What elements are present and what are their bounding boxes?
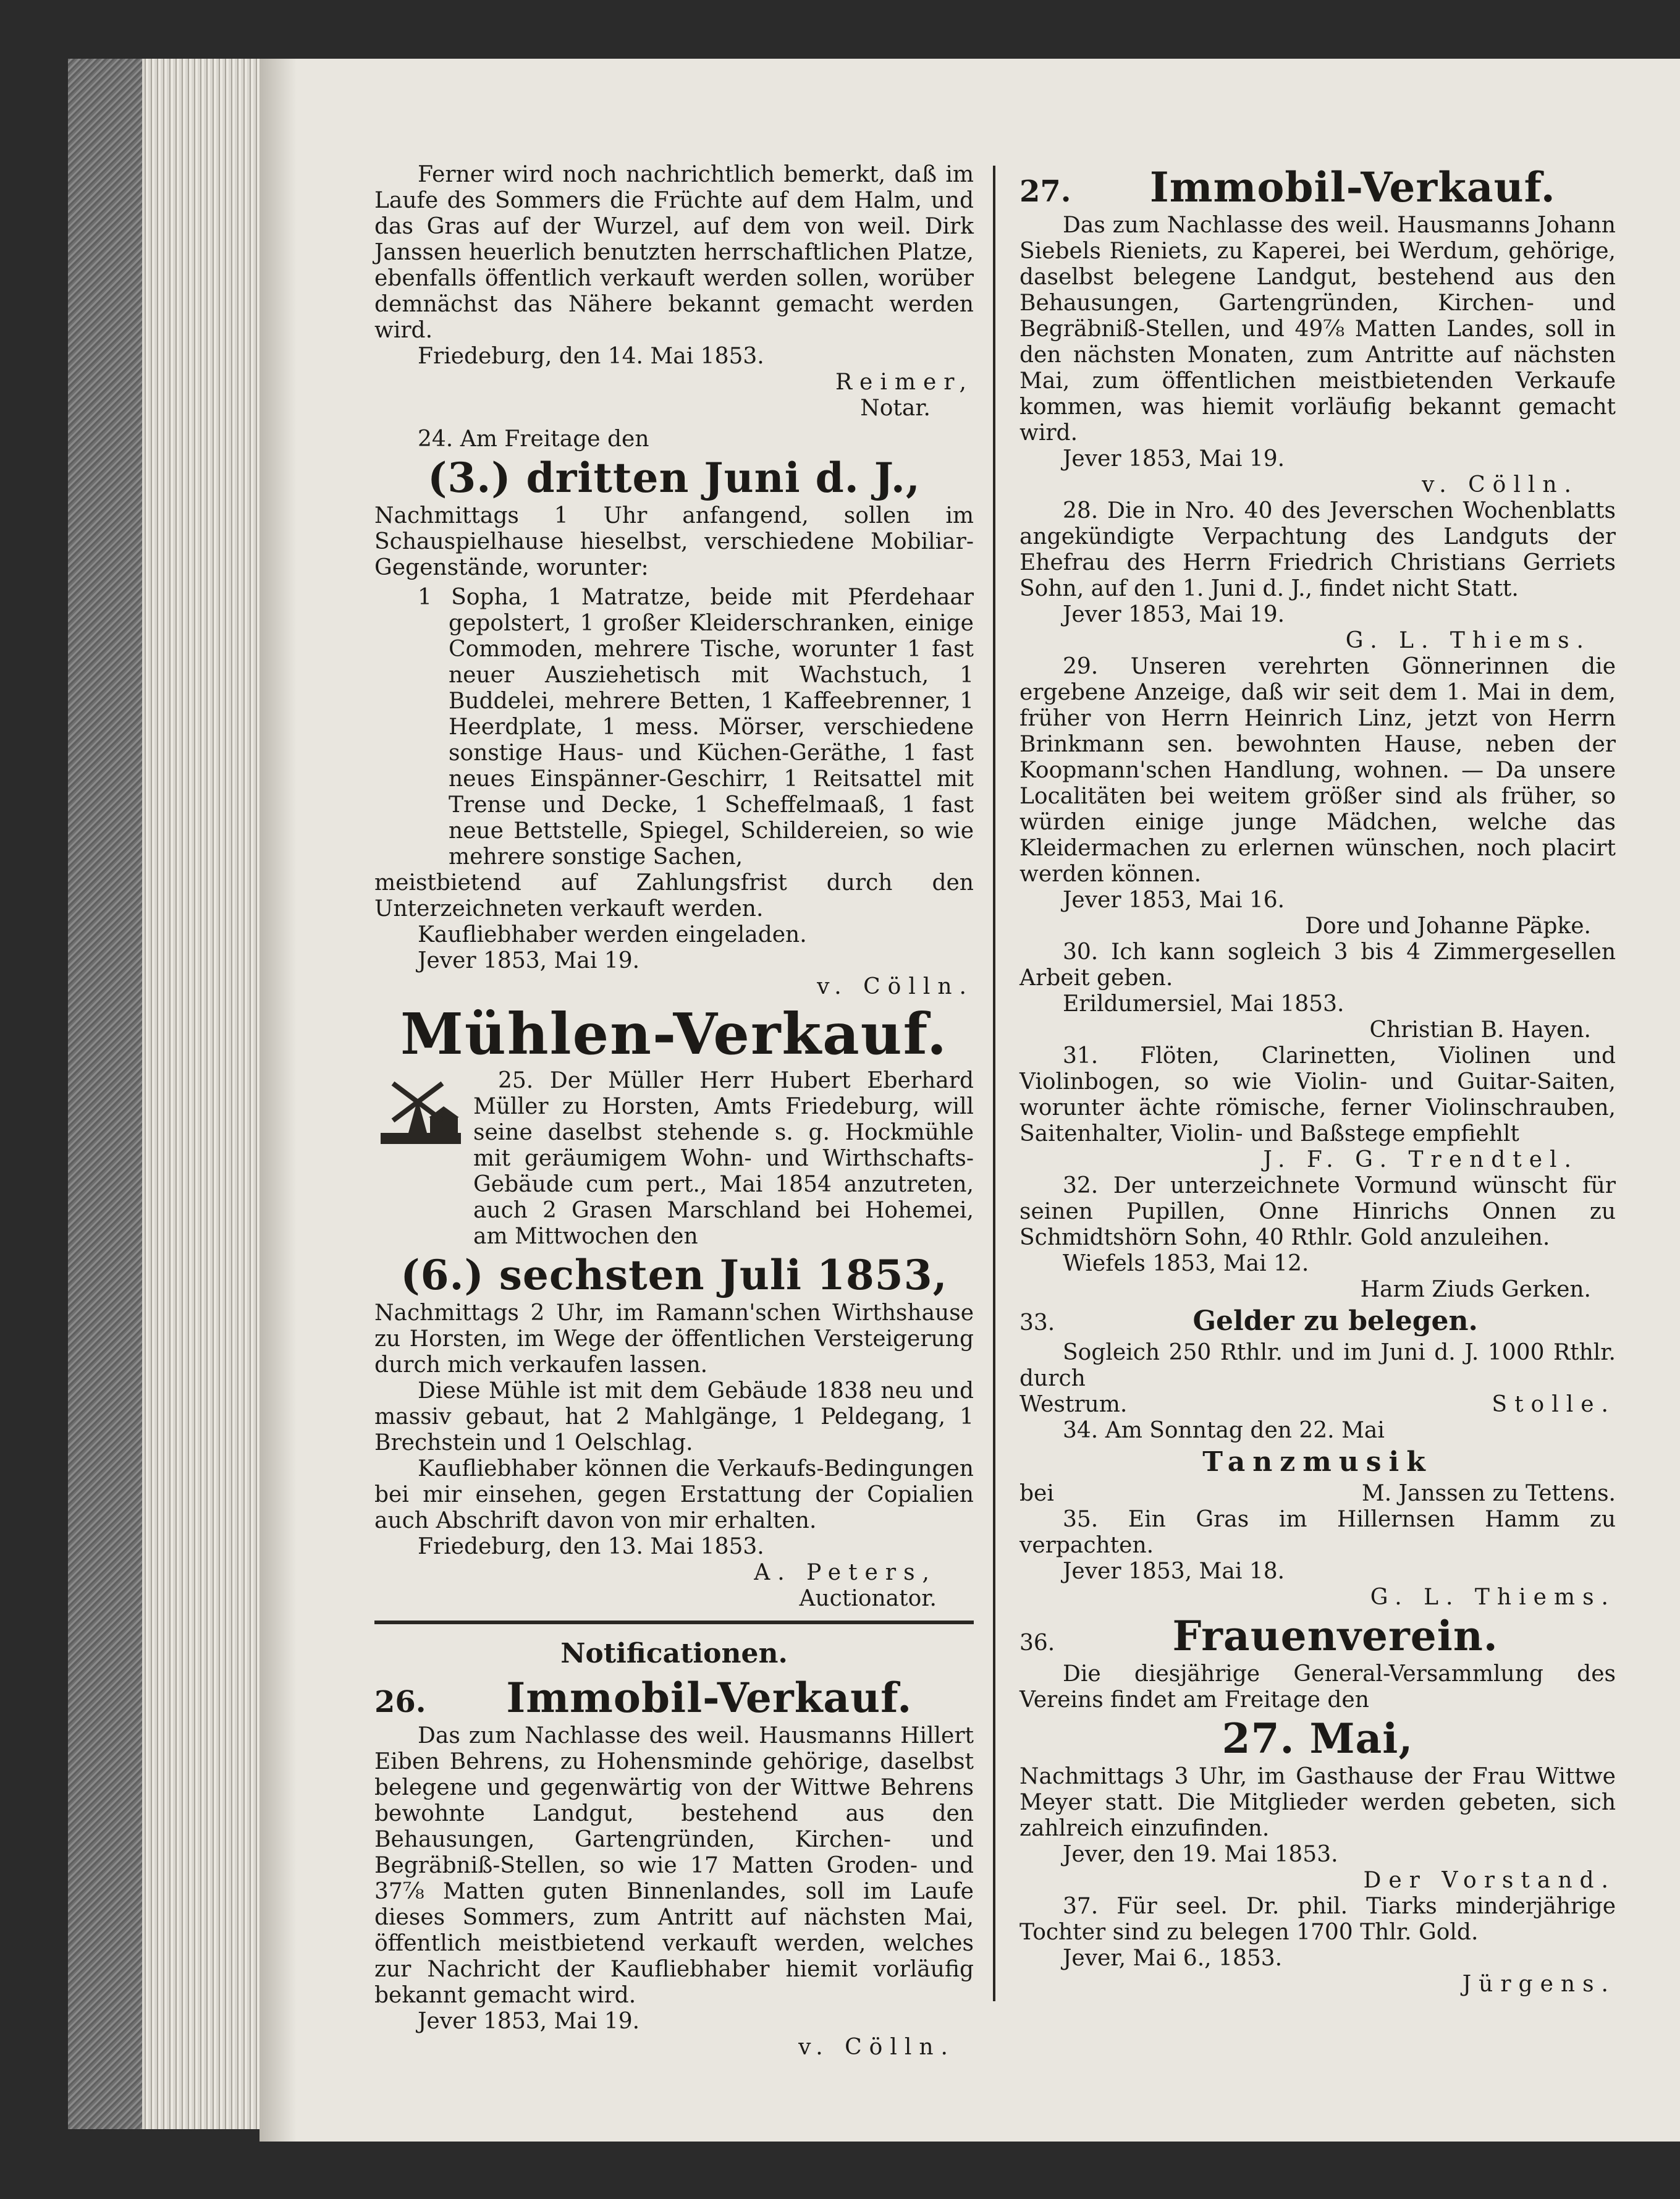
signature: M. Janssen zu Tettens. xyxy=(1361,1481,1616,1506)
notice-text: Kaufliebhaber können die Verkaufs-Bedingungen bei mir einsehen, gegen Erstattung der Copialien auch Abschrift davon von mir erhalten. xyxy=(374,1456,974,1533)
notice-title: Tanzmusik xyxy=(1202,1446,1433,1478)
notice-text: meistbietend auf Zahlungsfrist durch den Unterzeichneten verkauft werden. xyxy=(374,870,974,922)
notice-text: Die diesjährige General-Versammlung des Vereins findet am Freitage den xyxy=(1019,1661,1616,1713)
notice-number: 26. xyxy=(374,1685,426,1719)
notice-text: 31. Flöten, Clarinetten, Violinen und Violinbogen, so wie Violin- und Guitar-Saiten, worunter ächte römische, ferner Violinschrauben, Saitenhalter, Violin- und Baßstege empfiehlt xyxy=(1019,1043,1616,1146)
notice-text: Das zum Nachlasse des weil. Hausmanns Johann Siebels Rieniets, zu Kaperei, bei Werdum, gehörige, daselbst belegene Landgut, bestehend aus den Behausungen, Gartengründen, Kirchen- und Begräbniß-Stellen, und 49⅞ Matten Landes, soll in den nächsten Monaten, zum Antritte auf nächsten Mai, zum öffentlichen meistbietenden Verkaufe kommen, was hiemit vorläufig bekannt gemacht wird. xyxy=(1019,213,1616,446)
notice-date: Jever 1853, Mai 19. xyxy=(418,948,640,973)
notice-text: Das zum Nachlasse des weil. Hausmanns Hillert Eiben Behrens, zu Hohensminde gehörige, daselbst belegene und gegenwärtig von der Wittwe Behrens bewohnte Landgut, bestehend aus den Behausungen, Gartengründen, Kirchen- und Begräbniß-Stellen, so wie 17 Matten Groden- und 37⅞ Matten guten Binnenlandes, soll im Laufe dieses Sommers, zum Antritt auf nächsten Mai, öffentlich meistbietend verkauft werden, welches zur Nachricht der Kaufliebhaber hiemit vorläufig bekannt gemacht wird. xyxy=(374,1723,974,2008)
signature: A. Peters, xyxy=(754,1560,937,1585)
notice-footer-row xyxy=(1019,1481,1616,1507)
notice-text: 29. Unseren verehrten Gönnerinnen die ergebene Anzeige, daß wir seit dem 1. Mai in dem, früher von Herrn Heinrich Linz, jetzt von Herrn Brinkmann sen. bewohnten Hause, neben der Koopmann'schen Handlung, wohnen. — Da unsere Localitäten bei weitem größer sind als früher, so würden einige junge Mädchen, welche das Kleidermachen zu erlernen wünschen, noch placirt werden können. xyxy=(1019,654,1616,887)
notice-text: 25. Der Müller Herr Hubert Eberhard Müller zu Horsten, Amts Friedeburg, will seine daselbst stehende s. g. Hockmühle mit geräumigem Wohn- und Wirthschafts-Gebäude cum pert., Mai 1854 anzutreten, auch 2 Grasen Marschland bei Hohemei, am Mittwochen den xyxy=(473,1068,974,1249)
notice-heading-row xyxy=(1019,1303,1616,1340)
signature: Stolle. xyxy=(1492,1392,1616,1417)
notice-text: Kaufliebhaber werden eingeladen. xyxy=(418,922,807,947)
notice-text: 30. Ich kann sogleich 3 bis 4 Zimmergesellen Arbeit geben. xyxy=(1019,939,1616,991)
right-column xyxy=(1019,162,1616,1998)
section-heading: Notificationen. xyxy=(560,1638,788,1669)
notice-date: Jever, Mai 6., 1853. xyxy=(1063,1946,1283,1971)
notice-date-headline: (6.) sechsten Juli 1853, xyxy=(400,1251,948,1299)
signature: v. Cölln. xyxy=(798,2035,955,2060)
notice-date: Wiefels 1853, Mai 12. xyxy=(1063,1251,1309,1276)
notice-date: Jever 1853, Mai 19. xyxy=(1063,446,1285,472)
notice-label: bei xyxy=(1019,1481,1054,1506)
notice-date: Jever 1853, Mai 16. xyxy=(1063,888,1285,913)
notice-number: 27. xyxy=(1019,174,1071,209)
notice-date: Westrum. xyxy=(1019,1392,1128,1417)
signature: Der Vorstand. xyxy=(1363,1868,1616,1893)
signature: v. Cölln. xyxy=(817,974,974,999)
signature: G. L. Thiems. xyxy=(1345,628,1591,653)
page-gutter xyxy=(260,59,297,2142)
signature-title: Auctionator. xyxy=(799,1586,937,1611)
signature-title: Notar. xyxy=(860,396,931,421)
signature: Jürgens. xyxy=(1462,1972,1616,1997)
notice-heading-row xyxy=(1019,162,1616,213)
notice-date-headline: (3.) dritten Juni d. J., xyxy=(428,454,921,502)
mill-notice xyxy=(374,1068,974,1250)
notice-text: 35. Ein Gras im Hillernsen Hamm zu verpachten. xyxy=(1019,1507,1616,1558)
section-headline: Mühlen-Verkauf. xyxy=(400,1001,948,1067)
notice-date: Jever 1853, Mai 18. xyxy=(1063,1559,1285,1584)
notice-text: 34. Am Sonntag den 22. Mai xyxy=(1063,1418,1385,1443)
signature: v. Cölln. xyxy=(1422,472,1579,498)
windmill-icon xyxy=(374,1074,467,1148)
notice-text: Ferner wird noch nachrichtlich bemerkt, daß im Laufe des Sommers die Früchte auf dem Halm, und das Gras auf der Wurzel, auf dem von weil. Dirk Janssen heuerlich benutzten herrschaftlichen Platze, ebenfalls öffentlich verkauft werden sollen, worüber demnächst das Nähere bekannt gemacht werden wird. xyxy=(374,162,974,343)
notice-date: Friedeburg, den 13. Mai 1853. xyxy=(418,1534,764,1559)
notice-text: Diese Mühle ist mit dem Gebäude 1838 neu und massiv gebaut, hat 2 Mahlgänge, 1 Peldegang, 1 Brechstein und 1 Oelschlag. xyxy=(374,1378,974,1455)
signature: G. L. Thiems. xyxy=(1370,1585,1616,1610)
notice-date: Jever 1853, Mai 19. xyxy=(1063,602,1285,627)
notice-number: 36. xyxy=(1019,1630,1055,1656)
notice-title: Gelder zu belegen. xyxy=(1192,1305,1478,1337)
notice-footer-row xyxy=(1019,1392,1616,1418)
notice-intro: 24. Am Freitage den xyxy=(418,426,649,452)
notice-text: 28. Die in Nro. 40 des Jeverschen Wochenblatts angekündigte Verpachtung des Landguts der Ehefrau des Herrn Friedrich Christians Gerriets Sohn, auf den 1. Juni d. J., findet nicht Statt. xyxy=(1019,498,1616,601)
notice-date: Friedeburg, den 14. Mai 1853. xyxy=(418,344,764,369)
signature: Harm Ziuds Gerken. xyxy=(1360,1277,1591,1302)
notice-heading-row xyxy=(1019,1611,1616,1661)
notice-date-headline: 27. Mai, xyxy=(1222,1714,1414,1763)
notice-text: Nachmittags 1 Uhr anfangend, sollen im Schauspielhause hieselbst, verschiedene Mobiliar-Gegenstände, worunter: xyxy=(374,503,974,580)
notice-title: Frauenverein. xyxy=(1172,1612,1498,1660)
notice-text: Nachmittags 3 Uhr, im Gasthause der Frau Wittwe Meyer statt. Die Mitglieder werden gebeten, sich zahlreich einzufinden. xyxy=(1019,1764,1616,1841)
item-list: 1 Sopha, 1 Matratze, beide mit Pferdehaar gepolstert, 1 großer Kleiderschranken, einige Commoden, mehrere Tische, worunter 1 fast neuer Ausziehetisch mit Wachstuch, 1 Buddelei, mehrere Betten, 1 Kaffeebrenner, 1 Heerdplate, 1 mess. Mörser, verschiedene sonstige Haus- und Küchen-Geräthe, 1 fast neues Einspänner-Geschirr, 1 Reitsattel mit Trense und Decke, 1 Scheffelmaaß, 1 fast neue Bettstelle, Spiegel, Schildereien, so wie mehrere sonstige Sachen, xyxy=(418,585,974,870)
signature: Reimer, xyxy=(835,370,974,395)
signature: Dore und Johanne Päpke. xyxy=(1305,913,1591,939)
column-divider xyxy=(993,166,995,2001)
left-column xyxy=(374,162,974,2061)
notice-number: 33. xyxy=(1019,1310,1055,1336)
signature: Christian B. Hayen. xyxy=(1369,1017,1591,1043)
notice-date: Jever 1853, Mai 19. xyxy=(418,2009,640,2034)
page-edges xyxy=(142,59,266,2129)
notice-title: Immobil-Verkauf. xyxy=(506,1674,913,1722)
notice-heading-row xyxy=(374,1672,974,1723)
signature: J. F. G. Trendtel. xyxy=(1263,1147,1579,1172)
notice-date: Jever, den 19. Mai 1853. xyxy=(1063,1842,1338,1867)
notice-title: Immobil-Verkauf. xyxy=(1149,163,1556,211)
notice-text: Nachmittags 2 Uhr, im Ramann'schen Wirthshause zu Horsten, im Wege der öffentlichen Versteigerung durch mich verkaufen lassen. xyxy=(374,1300,974,1378)
notice-text: Sogleich 250 Rthlr. und im Juni d. J. 1000 Rthlr. durch xyxy=(1019,1340,1616,1391)
section-rule xyxy=(374,1621,974,1624)
notice-text: 32. Der unterzeichnete Vormund wünscht für seinen Pupillen, Onne Hinrichs Onnen zu Schmidtshörn Sohn, 40 Rthlr. Gold anzuleihen. xyxy=(1019,1173,1616,1250)
notice-date: Erildumersiel, Mai 1853. xyxy=(1063,991,1344,1017)
notice-text: 37. Für seel. Dr. phil. Tiarks minderjährige Tochter sind zu belegen 1700 Thlr. Gold. xyxy=(1019,1894,1616,1945)
